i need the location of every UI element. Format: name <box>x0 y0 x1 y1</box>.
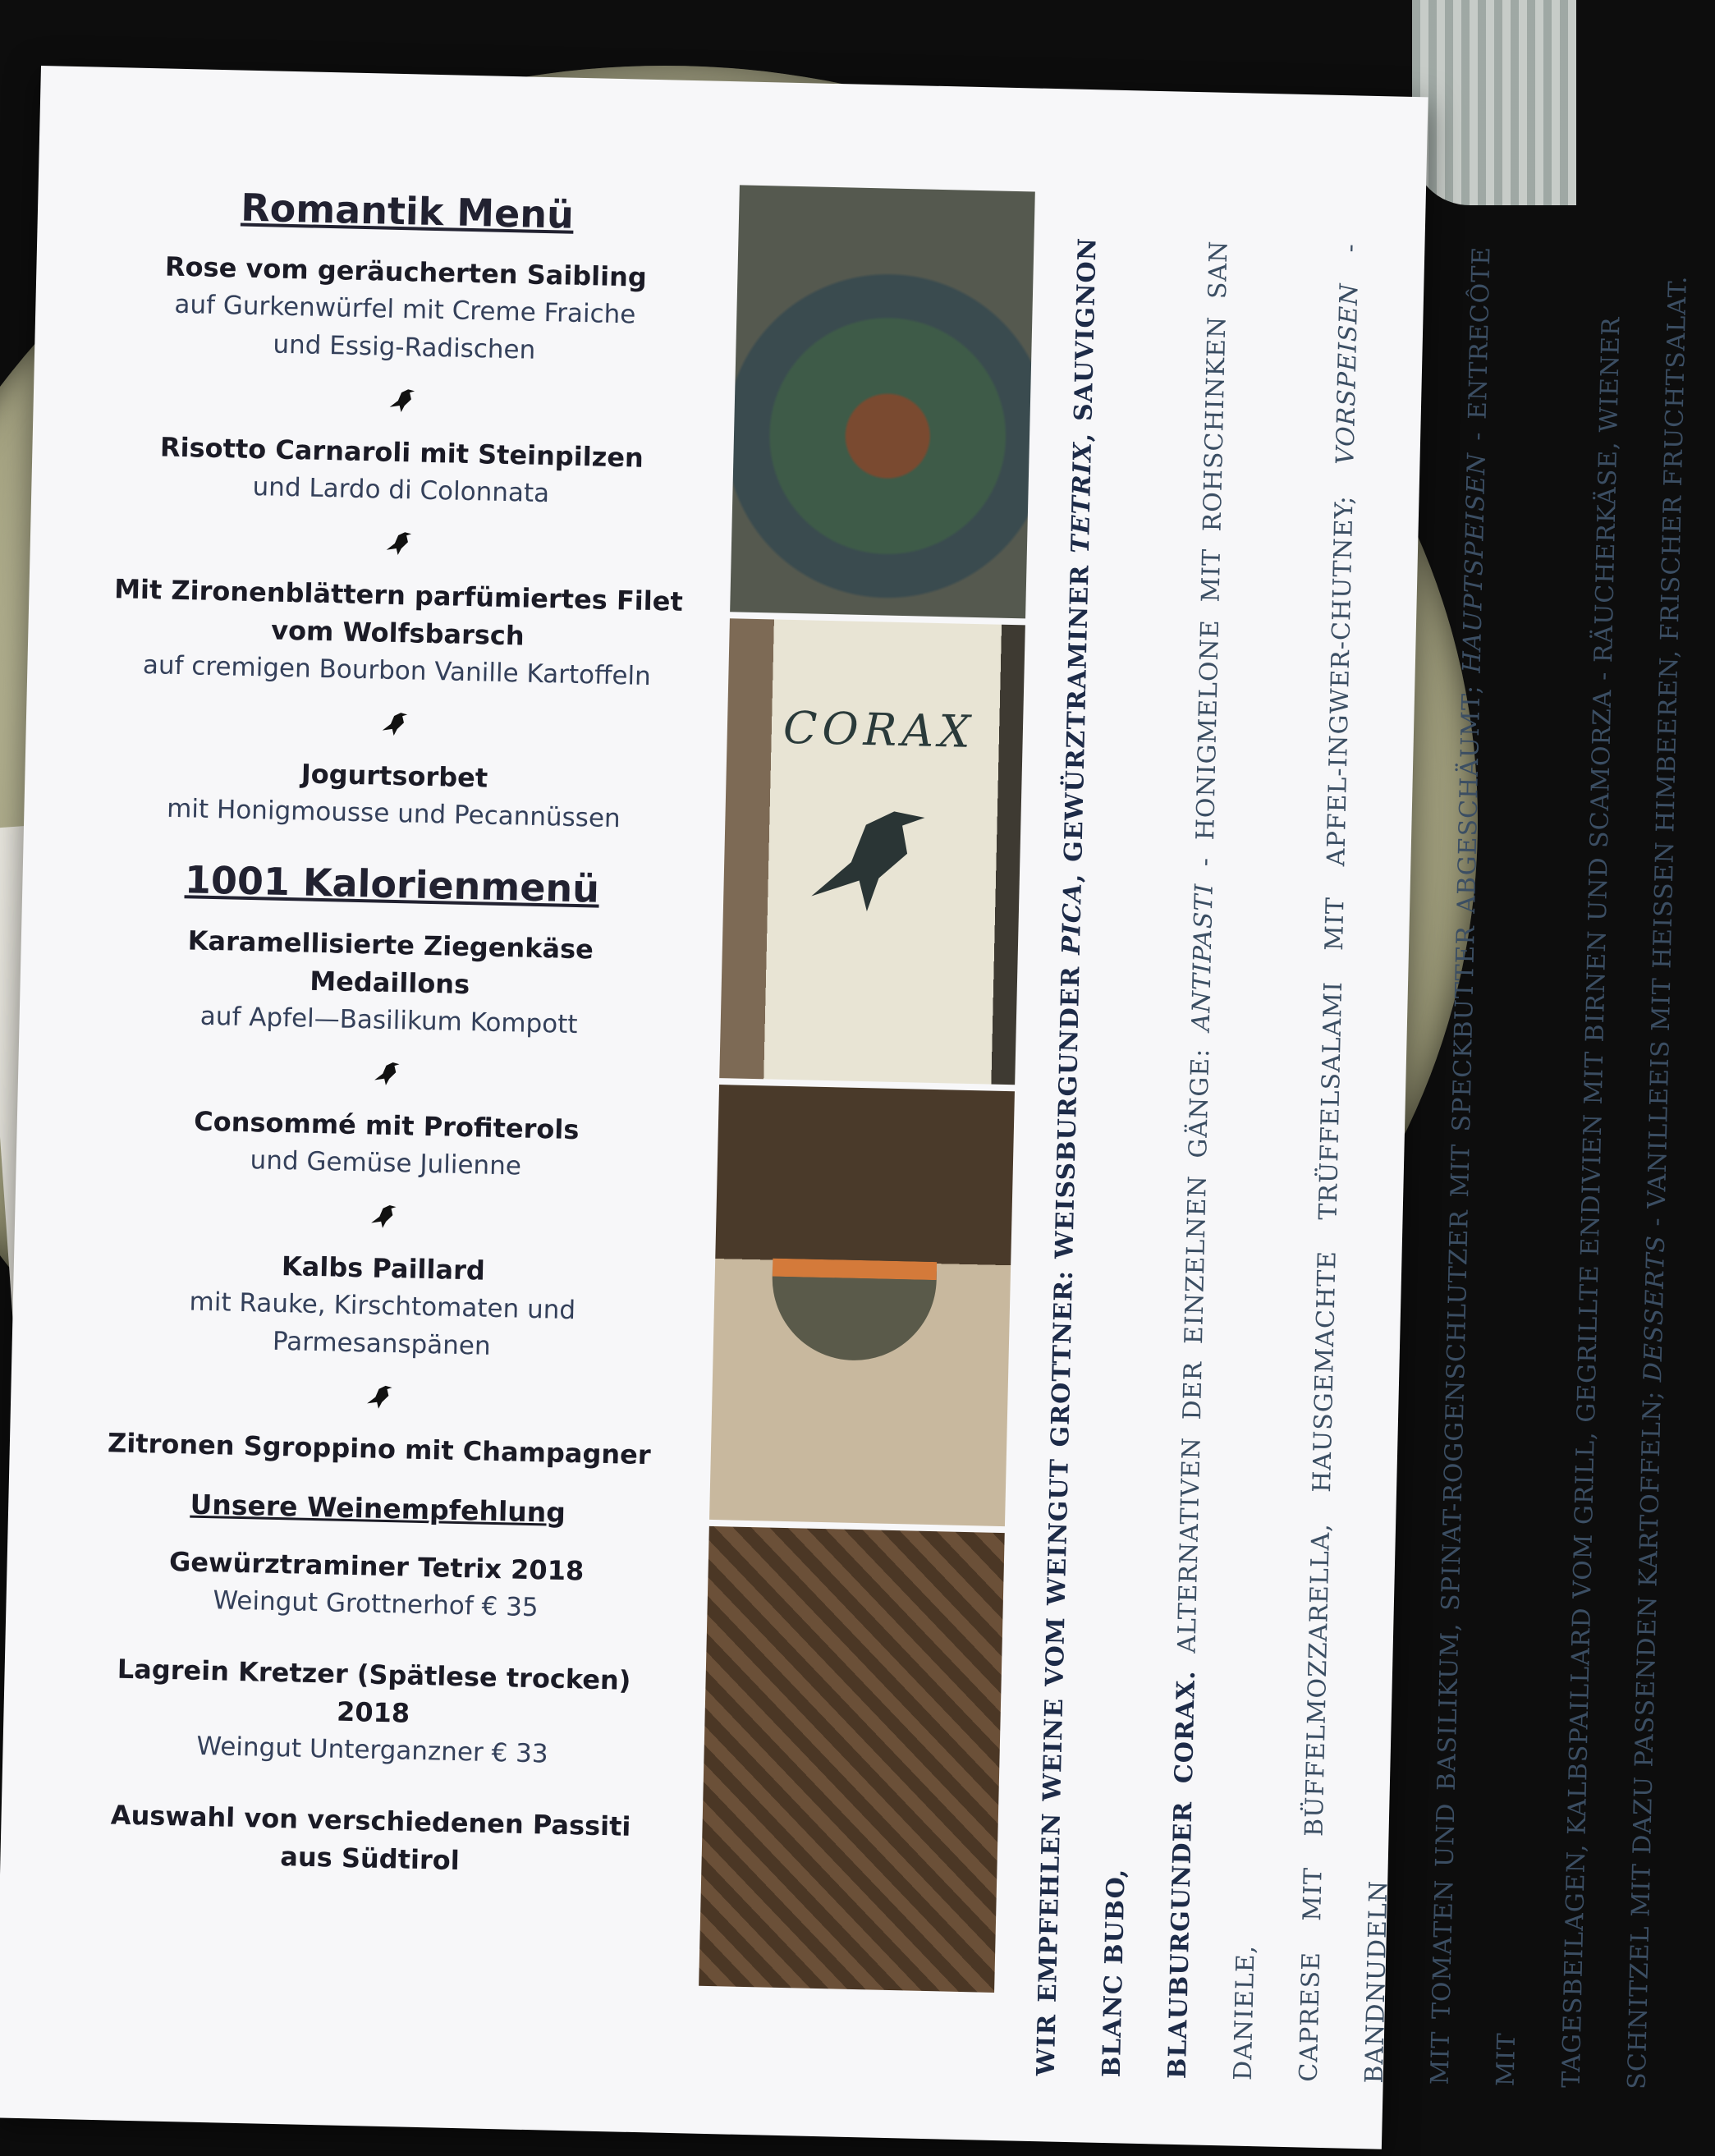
dish-description: und Lardo di Colonnata <box>252 471 550 509</box>
photo-carved-door <box>699 1526 1005 1993</box>
wine-name: Lagrein Kretzer (Spätlese trocken) <box>117 1653 631 1696</box>
wine-name: Auswahl von verschiedenen Passiti <box>110 1799 631 1842</box>
wine-name: 2018 <box>336 1695 410 1729</box>
dish-name: Medaillons <box>309 965 470 1001</box>
wine-detail: Weingut Unterganzner € 33 <box>196 1731 549 1769</box>
dish-name: Zitronen Sgroppino mit Champagner <box>107 1427 652 1471</box>
dish-name: vom Wolfsbarsch <box>270 614 525 652</box>
wine-name: Gewürztraminer Tetrix 2018 <box>168 1546 585 1587</box>
dish-description: auf cremigen Bourbon Vanille Kartoffeln <box>142 650 652 692</box>
raven-icon <box>797 784 940 927</box>
dish-name: Karamellisierte Ziegenkäse <box>187 924 594 966</box>
photo-wine-bottle <box>719 618 1025 1085</box>
dish-description: mit Rauke, Kirschtomaten und <box>189 1287 576 1326</box>
drinking-glass <box>1412 0 1576 205</box>
raven-icon <box>383 525 417 559</box>
dish-name: Consommé mit Profiterols <box>193 1105 580 1146</box>
menu-title-kalorien: 1001 Kalorienmenü <box>184 857 600 911</box>
photo-strip <box>699 185 1035 1999</box>
dish-name: Rose vom geräucherten Saibling <box>164 250 648 293</box>
raven-icon <box>371 1055 405 1089</box>
dish-description: und Gemüse Julienne <box>250 1145 522 1181</box>
dish-name: Jogurtsorbet <box>300 758 488 794</box>
raven-icon <box>379 706 413 740</box>
menu-sheet <box>0 66 1693 2149</box>
dish-name: Mit Zironenblättern parfümiertes Filet <box>113 573 684 617</box>
wine-detail: Weingut Grottnerhof € 35 <box>213 1585 539 1623</box>
menu-column <box>57 182 719 1885</box>
dish-description: auf Gurkenwürfel mit Creme Fraiche <box>174 289 636 330</box>
wine-recommendation-text: WIR EMPFEHLEN WEINE VOM WEINGUT GROTTNER: WEISSBURGUNDER PICA, GEWÜRZTRAMINER TETRIX, SAUVIGNON BLANC BUBO, BLAUBURGUNDER CORAX. ALTERNATIVEN DER EINZELNEN GÄNGE: ANTIPASTI - HONIGMELONE MIT ROHSCHINKEN SAN DANIELE, CAPRESE MIT BÜFFELMOZZARELLA, HAUSGEMACHTE TRÜFFELSALAMI MIT APFEL-INGWER-CHUTNEY; VORSPEISEN - BANDNUDELN MIT TOMATEN UND BASILIKUM, SPINAT-ROGGENSCHLUTZER MIT SPECKBUTTER ABGESCHÄUMT; HAUPTSPEISEN - ENTRECÔTE MIT TAGESBEILAGEN, KALBSPAILLARD VOM GRILL, GEGRILLTE ENDIVIEN MIT BIRNEN UND SCAMORZA - RÄUCHERKÄSE, WIENER SCHNITZEL MIT DAZU PASSENDEN KARTOFFELN; DESSERTS - VANILLEEIS MIT HEISSEN HIMBEEREN, FRISCHER FRUCHTSALAT. <box>1031 236 1693 2090</box>
dish-description: mit Honigmousse und Pecannüssen <box>166 793 621 834</box>
raven-icon <box>364 1378 397 1412</box>
bottle-label: CORAX <box>782 701 976 759</box>
photo-pan-dish <box>730 185 1035 618</box>
dish-name: Risotto Carnaroli mit Steinpilzen <box>159 431 644 474</box>
menu-title-romantik: Romantik Menü <box>240 185 575 237</box>
photo-fruit-bowl <box>709 1085 1015 1526</box>
wine-name: aus Südtirol <box>280 1841 461 1877</box>
wine-section-title: Unsere Weinempfehlung <box>190 1488 566 1529</box>
dish-name: Kalbs Paillard <box>281 1250 486 1287</box>
dish-description: und Essig-Radischen <box>273 329 536 365</box>
raven-icon <box>368 1198 401 1232</box>
dish-description: Parmesanspänen <box>272 1326 492 1361</box>
dish-description: auf Apfel—Basilikum Kompott <box>199 1001 578 1040</box>
raven-icon <box>386 383 420 416</box>
fruit-bowl <box>771 1259 938 1363</box>
